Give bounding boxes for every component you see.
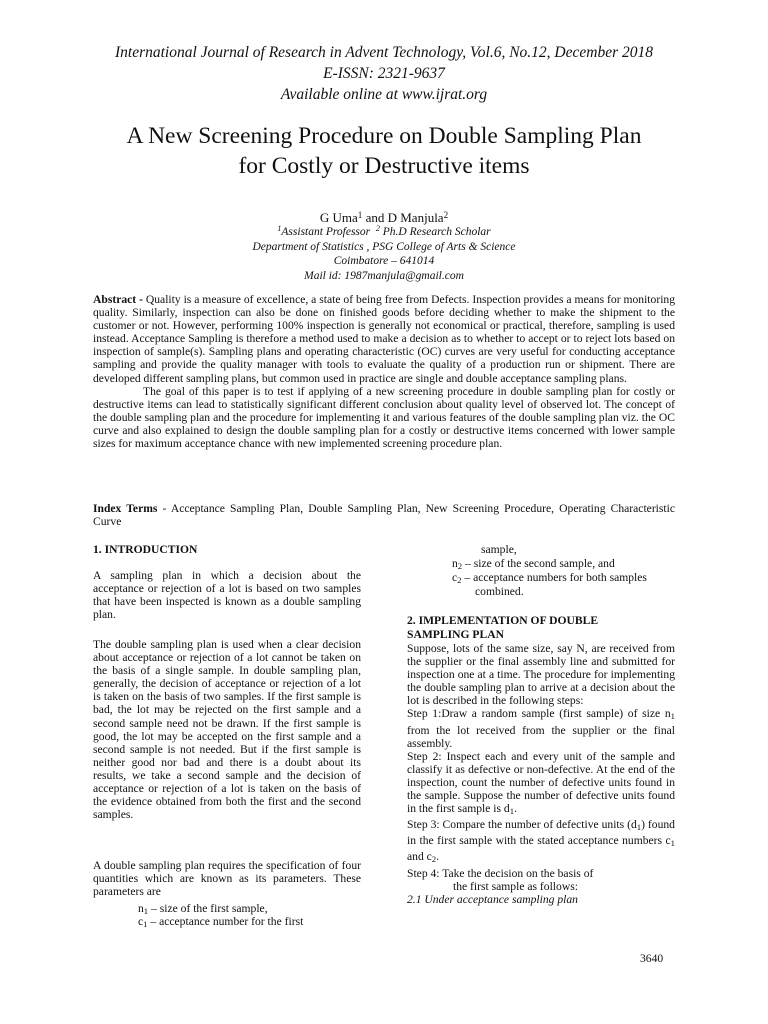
section2-heading-line-2: SAMPLING PLAN (407, 627, 504, 641)
c1-symbol: c (138, 915, 144, 928)
affiliations (0, 222, 768, 283)
n2-sub: 2 (457, 561, 463, 571)
city: Coimbatore – 641014 (333, 255, 435, 267)
step-3-text-b: ) found in the first sample with the stated acceptance numbers c (407, 818, 675, 848)
n1-symbol: n (138, 902, 144, 915)
mail: Mail id: 1987manjula@gmail.com (304, 269, 464, 282)
author-1-sup: 1 (357, 210, 363, 220)
role-2-sup: 2 (375, 224, 380, 233)
department: Department of Statistics , PSG College of Arts & Science (252, 240, 516, 253)
step-1 (407, 707, 675, 749)
step-1-sub: 1 (670, 711, 675, 722)
role-2: Ph.D Research Scholar (382, 226, 491, 238)
abstract-text-1: Quality is a measure of excellence, a state of being free from Defects. Inspection provides a means for monitoring quality. Similarly, inspection can also be done on finished goods before deciding whether to make the shipment to the customer or not. However, performing 100% inspection is generally not economical or practical, therefore, sampling is used instead. Acceptance Sampling is therefore a method used to make a decision as to whether to accept or to reject lots based on inspection of sample(s). Sampling plans and operating characteristic (OC) curves are very useful for conducting acceptance sampling and provide the quality manager with tools to evaluate the quality of a production run or shipment. There are developed different sampling plans, but common used in practice are single and double acceptance sampling plans. (93, 293, 676, 385)
page-number: 3640 (640, 952, 664, 965)
step-2-text-b: . (514, 802, 517, 816)
c1-text: – acceptance number for the first (147, 915, 304, 928)
index-terms (93, 502, 675, 528)
journal-issn: E-ISSN: 2321-9637 (323, 65, 445, 82)
step-4-cont: the first sample as follows: (453, 879, 578, 893)
author-2: D Manjula (387, 210, 444, 225)
index-terms-label: Index Terms (93, 502, 158, 515)
step-2-text-a: Step 2: Inspect each and every unit of the sample and classify it as defective or non-defective. At the end of the inspection, count the number of defective units found in the sample. Suppose the number of defective units found in the first sample is d (407, 749, 675, 816)
roles (0, 222, 768, 240)
author-1: G Uma (319, 210, 358, 225)
step-3-sub-2: 1 (670, 838, 675, 849)
intro-p2: The double sampling plan is used when a clear decision about acceptance or rejection of a lot cannot be taken on the basis of a single sample. In double sampling plan, generally, the decision of acceptance or rejection of a lot is taken on the basis of two samples. If the first sample is bad, the lot may be rejected on the first sample and a second sample need not be drawn. If the first sample is good, the lot may be accepted on the first sample and a second sample is not needed. But if the first sample is neither good nor bad and there is a doubt about its results, we take a second sample and the decision of acceptance or rejection of a lot is taken on the basis of the evidence obtained from both the first and the second samples. (93, 638, 361, 822)
abstract (93, 293, 675, 450)
journal-header (0, 42, 768, 105)
journal-url: Available online at www.ijrat.org (280, 86, 488, 103)
step-2 (407, 750, 675, 818)
section2-heading (407, 614, 675, 641)
journal-name: International Journal of Research in Advent Technology, Vol.6, No.12, December 2018 (115, 44, 653, 61)
step-3-sub-3: 2 (431, 854, 437, 865)
step-3-sub-1: 1 (636, 822, 642, 833)
step-3-text-d: . (436, 850, 440, 864)
c2-sub: 2 (457, 575, 462, 585)
abstract-label: Abstract - (93, 293, 143, 306)
index-terms-text: - Acceptance Sampling Plan, Double Sampling Plan, New Screening Procedure, Operating Characteristic Curve (93, 502, 675, 529)
step-2-sub: 1 (509, 806, 515, 817)
section2-body (407, 642, 675, 906)
n2-symbol: n (452, 557, 458, 570)
title-line-1: A New Screening Procedure on Double Sampling Plan (126, 123, 642, 149)
step-3-text-c: and c (407, 850, 432, 864)
step-3 (407, 818, 675, 866)
n1-text: – size of the first sample, (148, 902, 268, 915)
abstract-p1 (93, 293, 675, 385)
c2-symbol: c (452, 571, 458, 584)
c2-text: – acceptance numbers for both samples (461, 571, 647, 584)
c1-sub: 1 (143, 919, 148, 929)
n1-sub: 1 (143, 906, 149, 916)
section2-p1: Suppose, lots of the same size, say N, are received from the supplier or the final assembly line and submitted for inspection one at a time. The procedure for implementing the double sampling plan to arrive at a decision about the lot is described in the following steps: (407, 642, 675, 708)
subsection-heading: 2.1 Under acceptance sampling plan (407, 892, 578, 906)
param-c1 (138, 915, 303, 931)
paper-title (40, 121, 728, 181)
intro-p1: A sampling plan in which a decision about the acceptance or rejection of a lot is based on two samples that have been inspected is known as a double sampling plan. (93, 569, 361, 622)
intro-heading: 1. INTRODUCTION (93, 543, 198, 556)
role-1: Assistant Professor (281, 226, 371, 238)
param-c2-cont: combined. (475, 585, 524, 598)
role-1-sup: 1 (277, 224, 282, 233)
abstract-text-2: The goal of this paper is to test if applying of a new screening procedure in double sampling plan for costly or destructive items can lead to statistically significant different conclusion about quality level of observed lot. The concept of the double sampling plan and the procedure for implementing it and various features of the double sampling plan viz. the OC curve and also explained to design the double sampling plan for a costly or destructive items concerned with lower sample sizes for maximum acceptance chance with new implemented screening procedure plan. (93, 384, 675, 451)
step-4: Step 4: Take the decision on the basis of (407, 866, 594, 880)
author-and: and (362, 210, 388, 225)
n2-text: – size of the second sample, and (462, 557, 615, 570)
step-3-text-a: Step 3: Compare the number of defective units (d (407, 818, 637, 832)
intro-p3: A double sampling plan requires the specification of four quantities which are known as its parameters. These parameters are (93, 859, 361, 899)
param-c1-cont: sample, (481, 543, 517, 556)
title-line-2: for Costly or Destructive items (238, 153, 530, 179)
section2-heading-line-1: 2. IMPLEMENTATION OF DOUBLE (407, 614, 599, 627)
author-2-sup: 2 (443, 210, 449, 220)
step-1-text-b: from the lot received from the supplier or the final assembly. (407, 723, 675, 750)
step-1-text-a: Step 1:Draw a random sample (first sample) of size n (407, 707, 671, 721)
